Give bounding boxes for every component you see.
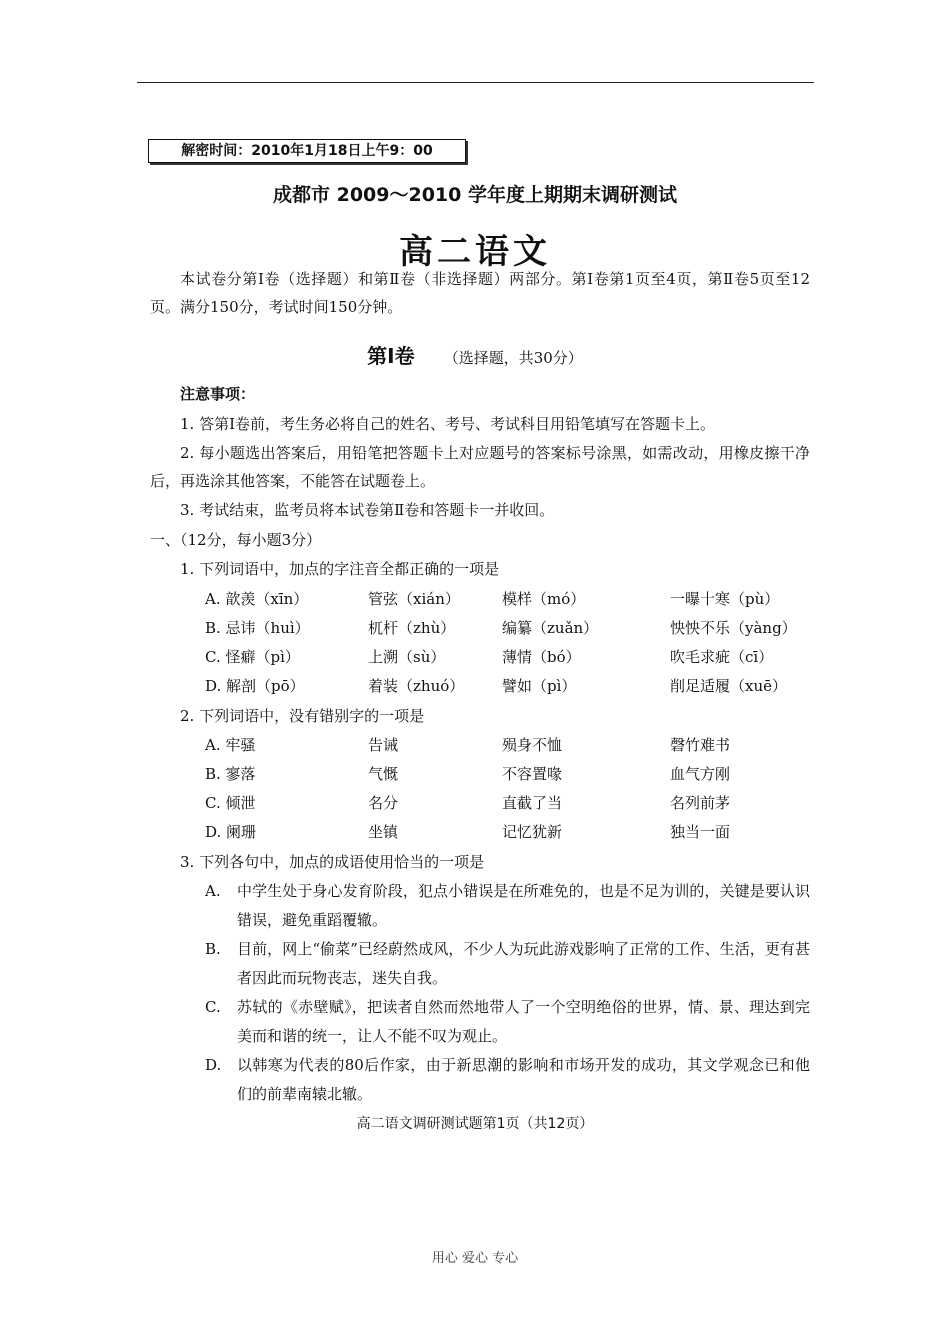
option-cell: 模样（mó） [502, 590, 586, 608]
option-cell: 气慨 [368, 765, 399, 783]
option-cell: 名列前茅 [670, 794, 731, 812]
intro-paragraph: 本试卷分第Ⅰ卷（选择题）和第Ⅱ卷（非选择题）两部分。第Ⅰ卷第1页至4页，第Ⅱ卷5页至12页。满分150分，考试时间150分钟。 [150, 270, 810, 316]
option-cell: B. 忌讳（huì） [205, 619, 310, 637]
option-text: 目前，网上“偷菜”已经蔚然成风，不少人为玩此游戏影响了正常的工作、生活，更有甚者因此而玩物丧志，迷失自我。 [237, 940, 810, 987]
bottom-note: 用心 爱心 专心 [431, 1251, 519, 1266]
option-cell: 怏怏不乐（yàng） [670, 619, 797, 637]
note-item: 3. 考试结束，监考员将本试卷第Ⅱ卷和答题卡一并收回。 [180, 501, 555, 519]
option-cell: 管弦（xián） [368, 590, 460, 608]
decrypt-time-box: 解密时间：2010年1月18日上午9：00 [148, 139, 466, 163]
option-label: A. [205, 882, 221, 900]
option-cell: A. 歆羡（xīn） [205, 590, 309, 608]
option-cell: D. 解剖（pō） [205, 677, 305, 695]
option-text: 以韩寒为代表的80后作家，由于新思潮的影响和市场开发的成功，其文学观念已和他们的前辈南辕北辙。 [237, 1056, 810, 1103]
option-cell: 着装（zhuó） [368, 677, 465, 695]
note-item: 2. 每小题选出答案后，用铅笔把答题卡上对应题号的答案标号涂黑，如需改动，用橡皮擦干净后，再选涂其他答案，不能答在试题卷上。 [150, 444, 810, 490]
question-1-stem: 1. 下列词语中，加点的字注音全都正确的一项是 [180, 560, 500, 578]
volume-note: （选择题，共30分） [443, 349, 583, 367]
question-2-stem: 2. 下列词语中，没有错别字的一项是 [180, 707, 425, 725]
page-footer: 高二语文调研测试题第1页（共12页） [356, 1116, 594, 1132]
option-text: 苏轼的《赤壁赋》，把读者自然而然地带人了一个空明绝俗的世界，情、景、理达到完美而和谐的统一，让人不能不叹为观止。 [237, 998, 810, 1045]
option-cell: C. 倾泄 [205, 794, 256, 812]
option-label: B. [205, 940, 221, 958]
volume-name: 第Ⅰ卷 [367, 344, 415, 368]
option-cell: 不容置喙 [502, 765, 563, 783]
option-cell: 直截了当 [502, 794, 563, 812]
option-cell: 血气方刚 [670, 765, 731, 783]
option-cell: 薄情（bó） [502, 648, 581, 666]
option-cell: 告诫 [368, 736, 399, 754]
volume-heading [0, 340, 950, 369]
option-cell: 名分 [368, 794, 399, 812]
section-heading: 一、（12分，每小题3分） [150, 531, 322, 549]
notes-title: 注意事项： [180, 385, 256, 403]
option-text: 中学生处于身心发育阶段，犯点小错误是在所难免的，也是不足为训的，关键是要认识错误，避免重蹈覆辙。 [237, 882, 810, 929]
option-cell: 独当一面 [670, 823, 731, 841]
question-3-option [205, 877, 810, 935]
note-item: 1. 答第Ⅰ卷前，考生务必将自己的姓名、考号、考试科目用铅笔填写在答题卡上。 [180, 415, 716, 433]
top-rule [137, 82, 814, 83]
question-3-option [205, 1051, 810, 1109]
option-cell: 吹毛求疵（cī） [670, 648, 774, 666]
option-cell: 削足适履（xuē） [670, 677, 787, 695]
option-cell: 殒身不恤 [502, 736, 563, 754]
option-cell: 上溯（sù） [368, 648, 446, 666]
option-cell: 杌杆（zhù） [368, 619, 456, 637]
option-label: D. [205, 1056, 222, 1074]
exam-subtitle: 成都市 2009～2010 学年度上期期末调研测试 [273, 184, 677, 206]
question-3-stem: 3. 下列各句中，加点的成语使用恰当的一项是 [180, 853, 485, 871]
option-cell: A. 牢骚 [205, 736, 256, 754]
option-cell: 坐镇 [368, 823, 399, 841]
question-3-option [205, 993, 810, 1051]
option-cell: C. 怪癖（pì） [205, 648, 300, 666]
option-cell: D. 阑珊 [205, 823, 257, 841]
option-cell: 编纂（zuǎn） [502, 619, 599, 637]
option-cell: B. 寥落 [205, 765, 256, 783]
exam-title: 高二语文 [399, 232, 551, 272]
option-cell: 记忆犹新 [502, 823, 563, 841]
option-label: C. [205, 998, 221, 1016]
option-cell: 譬如（pì） [502, 677, 577, 695]
option-cell: 一曝十寒（pù） [670, 590, 780, 608]
question-3-option [205, 935, 810, 993]
option-cell: 磬竹难书 [670, 736, 731, 754]
